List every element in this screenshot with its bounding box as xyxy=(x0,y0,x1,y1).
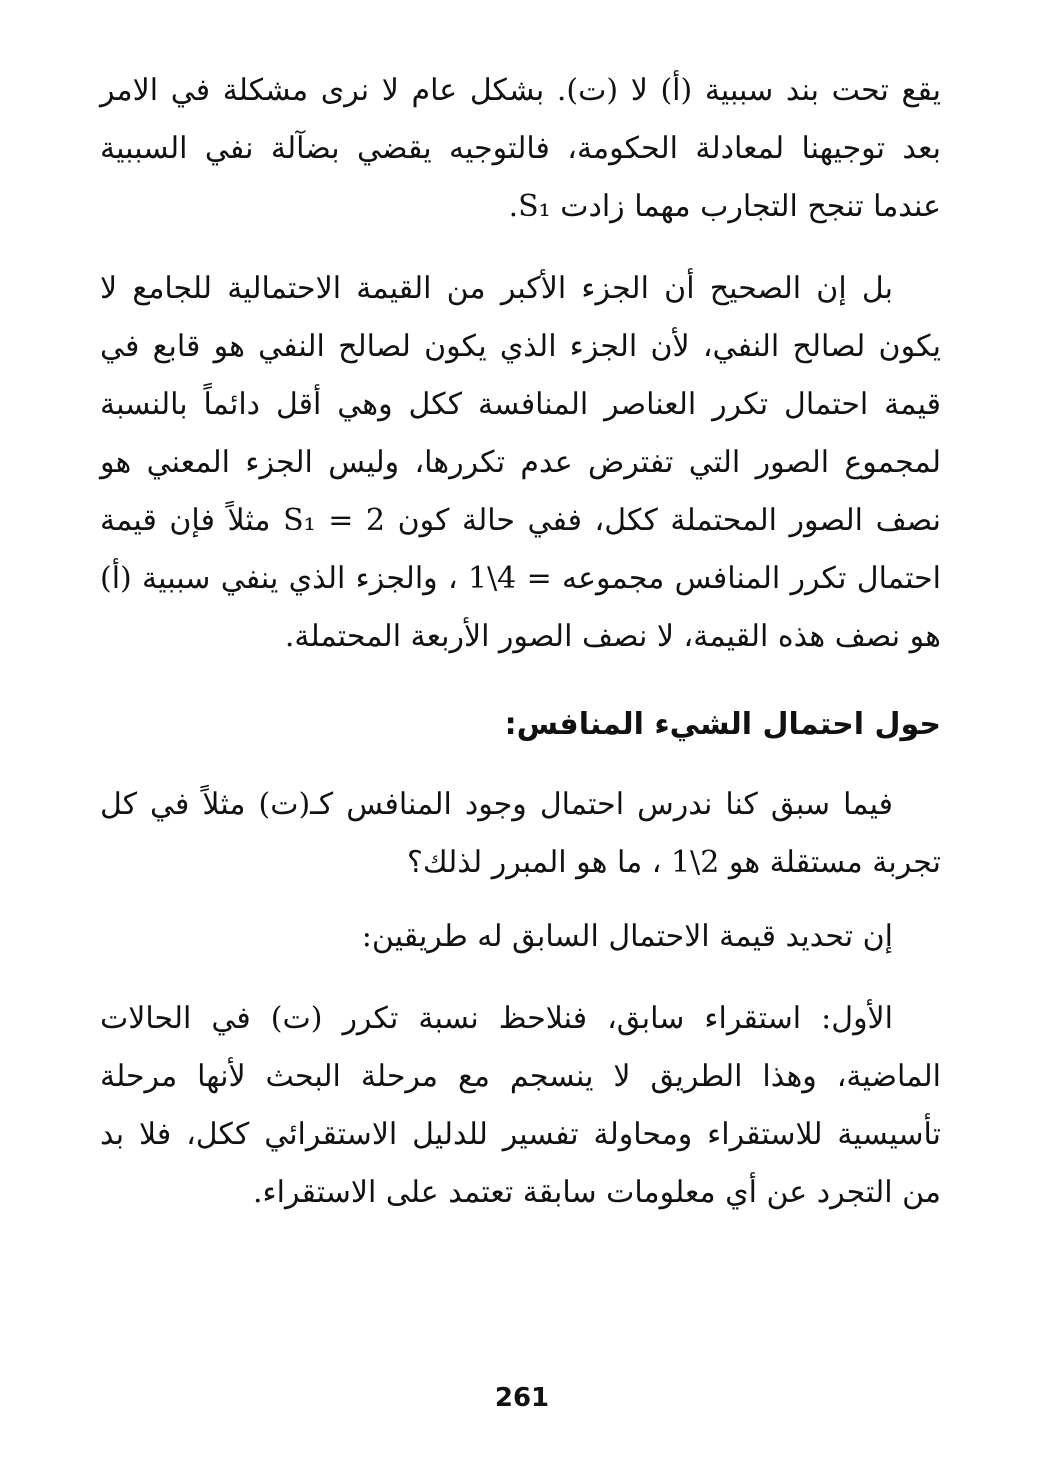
paragraph: يقع تحت بند سببية (أ) لا (ت). بشكل عام لا نرى مشكلة في الامر بعد توجيهنا لمعادلة الحكومة، فالتوجيه يقضي بضآلة نفي السببية عندما تنجح التجارب مهما زادت S₁. xyxy=(100,73,941,224)
page-number: 261 xyxy=(494,1383,550,1413)
section-heading: حول احتمال الشيء المنافس: xyxy=(504,707,941,742)
paragraph: بل إن الصحيح أن الجزء الأكبر من القيمة الاحتمالية للجامع لا يكون لصالح النفي، لأن الجزء الذي يكون لصالح النفي هو قابع في قيمة احتمال تكرر العناصر المنافسة ككل وهي أقل دائماً بالنسبة لمجموع الصور التي تفترض عدم تكررها، وليس الجزء المعني هو نصف الصور المحتملة ككل، ففي حالة كون S₁ = 2 مثلاً فإن قيمة احتمال تكرر المنافس مجموعه = 4\1 ، والجزء الذي ينفي سببية (أ) هو نصف هذه القيمة، لا نصف الصور الأربعة المحتملة. xyxy=(100,271,942,654)
paragraph: إن تحديد قيمة الاحتمال السابق له طريقين: xyxy=(361,919,893,954)
paragraph: الأول: استقراء سابق، فنلاحظ نسبة تكرر (ت) في الحالات الماضية، وهذا الطريق لا ينسجم مع مرحلة البحث لأنها مرحلة تأسيسية للاستقراء ومحاولة تفسير للدليل الاستقرائي ككل، فلا بد من التجرد عن أي معلومات سابقة تعتمد على الاستقراء. xyxy=(100,1001,941,1210)
paragraph: فيما سبق كنا ندرس احتمال وجود المنافس كـ(ت) مثلاً في كل تجربة مستقلة هو 2\1 ، ما هو المبرر لذلك؟ xyxy=(100,787,941,880)
document-page xyxy=(100,62,941,1467)
